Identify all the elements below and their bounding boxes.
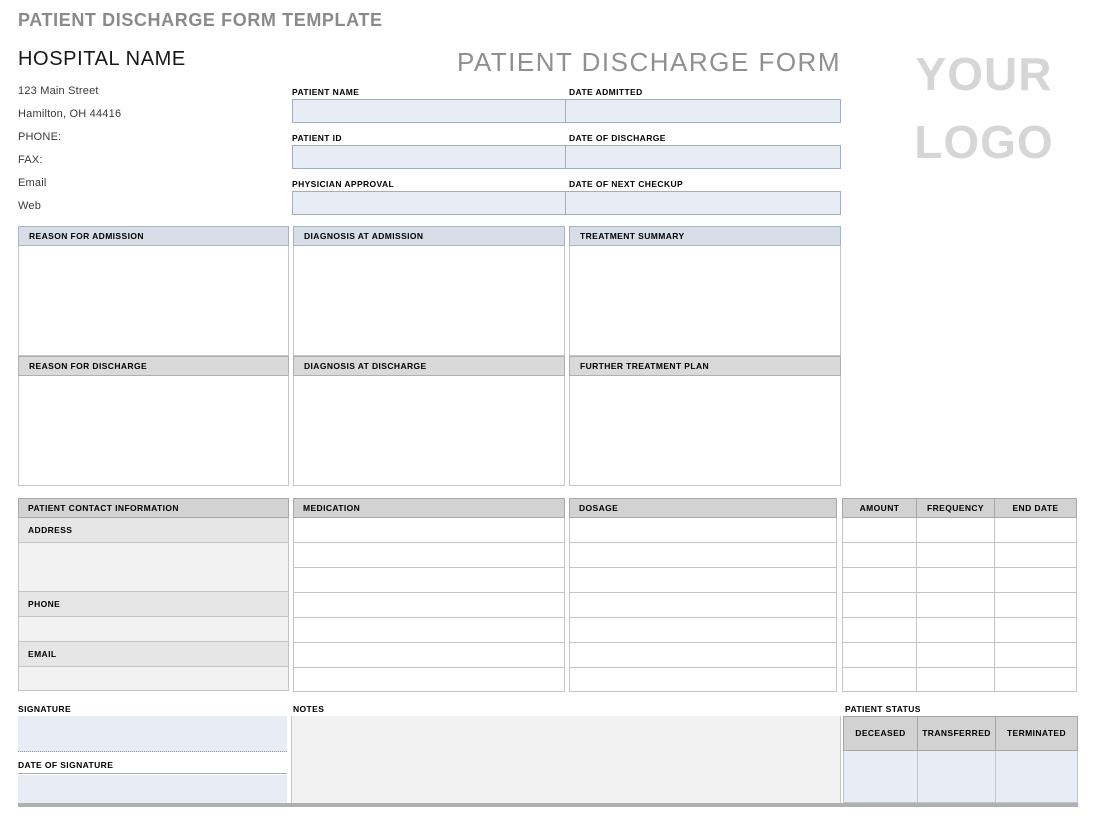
address-value-cell[interactable] — [18, 543, 289, 592]
end-date-cell[interactable] — [995, 618, 1077, 643]
date-admitted-field[interactable] — [565, 99, 841, 123]
patient-name-label: PATIENT NAME — [292, 87, 360, 97]
amount-cell[interactable] — [842, 643, 917, 668]
amount-cell[interactable] — [842, 593, 917, 618]
end-date-cell[interactable] — [995, 593, 1077, 618]
address-label-row: ADDRESS — [18, 518, 289, 543]
deceased-cell[interactable] — [843, 751, 918, 803]
dosage-cell[interactable] — [569, 668, 837, 692]
medication-cell[interactable] — [293, 643, 565, 668]
terminated-cell[interactable] — [996, 751, 1078, 803]
admission-table — [18, 226, 841, 356]
medication-header: MEDICATION — [293, 498, 565, 518]
signature-field[interactable] — [18, 716, 287, 752]
reason-for-admission-header: REASON FOR ADMISSION — [18, 226, 289, 246]
transferred-header: TRANSFERRED — [918, 716, 996, 751]
end-date-cell[interactable] — [995, 668, 1077, 692]
frequency-cell[interactable] — [917, 668, 995, 692]
hospital-address-line2: Hamilton, OH 44416 — [18, 108, 122, 120]
frequency-cell[interactable] — [917, 543, 995, 568]
amount-cell[interactable] — [842, 518, 917, 543]
date-of-discharge-field[interactable] — [565, 145, 841, 169]
date-of-signature-label: DATE OF SIGNATURE — [18, 760, 114, 770]
patient-status-table — [843, 716, 1078, 803]
page-title: PATIENT DISCHARGE FORM TEMPLATE — [18, 10, 383, 30]
phone-value-cell[interactable] — [18, 617, 289, 642]
date-admitted-label: DATE ADMITTED — [569, 87, 643, 97]
amount-cell[interactable] — [842, 618, 917, 643]
end-date-cell[interactable] — [995, 568, 1077, 593]
email-value-cell[interactable] — [18, 667, 289, 691]
physician-approval-label: PHYSICIAN APPROVAL — [292, 179, 395, 189]
treatment-summary-header: TREATMENT SUMMARY — [569, 226, 841, 246]
date-of-next-checkup-field[interactable] — [565, 191, 841, 215]
date-of-discharge-label: DATE OF DISCHARGE — [569, 133, 666, 143]
medication-table — [18, 498, 1078, 692]
form-title: PATIENT DISCHARGE FORM — [456, 47, 841, 77]
medication-column — [293, 498, 565, 692]
hospital-address-line1: 123 Main Street — [18, 85, 99, 97]
medication-cell[interactable] — [293, 518, 565, 543]
treatment-summary-cell[interactable] — [569, 246, 841, 356]
further-treatment-plan-cell[interactable] — [569, 376, 841, 486]
dosage-cell[interactable] — [569, 643, 837, 668]
reason-for-discharge-header: REASON FOR DISCHARGE — [18, 356, 289, 376]
amount-cell[interactable] — [842, 543, 917, 568]
date-of-signature-field[interactable] — [18, 775, 287, 803]
frequency-cell[interactable] — [917, 643, 995, 668]
logo-line2: LOGO — [914, 116, 1054, 168]
amount-header: AMOUNT — [842, 498, 917, 518]
date-of-signature-divider — [18, 773, 287, 774]
frequency-cell[interactable] — [917, 568, 995, 593]
notes-label: NOTES — [293, 704, 325, 714]
notes-field[interactable] — [291, 716, 841, 803]
frequency-cell[interactable] — [917, 593, 995, 618]
dosage-cell[interactable] — [569, 593, 837, 618]
diagnosis-at-discharge-cell[interactable] — [293, 376, 565, 486]
dosage-cell[interactable] — [569, 568, 837, 593]
dosage-header: DOSAGE — [569, 498, 837, 518]
patient-contact-information-header: PATIENT CONTACT INFORMATION — [18, 498, 289, 518]
end-date-header: END DATE — [995, 498, 1077, 518]
frequency-header: FREQUENCY — [917, 498, 995, 518]
reason-for-discharge-cell[interactable] — [18, 376, 289, 486]
dosage-cell[interactable] — [569, 518, 837, 543]
hospital-web-label: Web — [18, 200, 42, 212]
terminated-header: TERMINATED — [996, 716, 1078, 751]
phone-label-row: PHONE — [18, 592, 289, 617]
amount-frequency-enddate-section — [842, 498, 1077, 692]
patient-id-label: PATIENT ID — [292, 133, 342, 143]
medication-cell[interactable] — [293, 543, 565, 568]
transferred-cell[interactable] — [918, 751, 996, 803]
diagnosis-at-discharge-header: DIAGNOSIS AT DISCHARGE — [293, 356, 565, 376]
hospital-fax-label: FAX: — [18, 154, 43, 166]
end-date-cell[interactable] — [995, 518, 1077, 543]
hospital-email-label: Email — [18, 177, 47, 189]
patient-name-field[interactable] — [292, 99, 566, 123]
patient-contact-section — [18, 498, 289, 692]
physician-approval-field[interactable] — [292, 191, 566, 215]
reason-for-admission-cell[interactable] — [18, 246, 289, 356]
hospital-phone-label: PHONE: — [18, 131, 62, 143]
end-date-cell[interactable] — [995, 543, 1077, 568]
signature-label: SIGNATURE — [18, 704, 72, 714]
dosage-cell[interactable] — [569, 543, 837, 568]
dosage-column — [569, 498, 837, 692]
medication-cell[interactable] — [293, 593, 565, 618]
logo-placeholder — [898, 40, 1070, 176]
diagnosis-at-admission-header: DIAGNOSIS AT ADMISSION — [293, 226, 565, 246]
medication-cell[interactable] — [293, 568, 565, 593]
deceased-header: DECEASED — [843, 716, 918, 751]
end-date-cell[interactable] — [995, 643, 1077, 668]
logo-line1: YOUR — [915, 48, 1053, 100]
date-of-next-checkup-label: DATE OF NEXT CHECKUP — [569, 179, 684, 189]
email-label-row: EMAIL — [18, 642, 289, 667]
hospital-info-block — [18, 80, 121, 218]
frequency-cell[interactable] — [917, 618, 995, 643]
page-bottom-rule — [18, 803, 1078, 807]
hospital-name: HOSPITAL NAME — [18, 48, 186, 70]
medication-cell[interactable] — [293, 618, 565, 643]
amount-cell[interactable] — [842, 668, 917, 692]
further-treatment-plan-header: FURTHER TREATMENT PLAN — [569, 356, 841, 376]
discharge-table — [18, 356, 841, 486]
medication-cell[interactable] — [293, 668, 565, 692]
frequency-cell[interactable] — [917, 518, 995, 543]
patient-status-label: PATIENT STATUS — [845, 704, 921, 714]
patient-id-field[interactable] — [292, 145, 566, 169]
amount-cell[interactable] — [842, 568, 917, 593]
dosage-cell[interactable] — [569, 618, 837, 643]
diagnosis-at-admission-cell[interactable] — [293, 246, 565, 356]
